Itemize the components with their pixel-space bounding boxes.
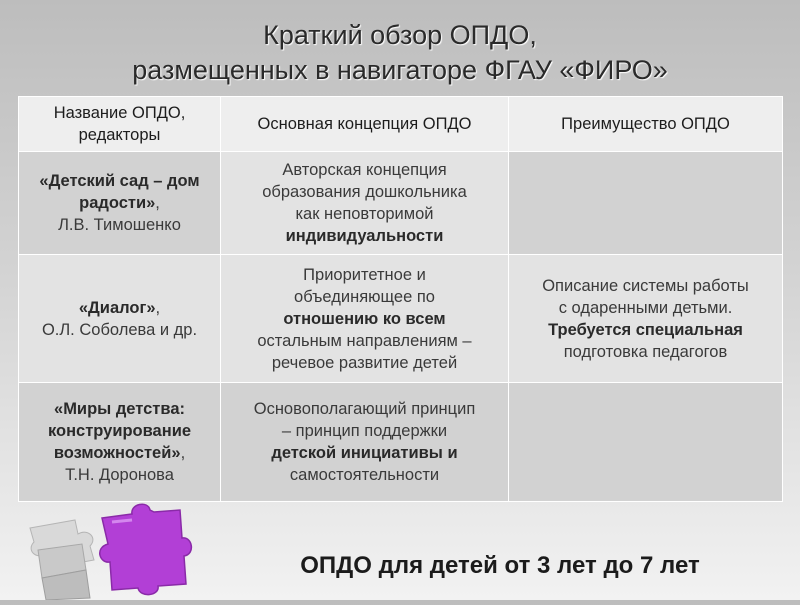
table-row: [19, 255, 783, 383]
program-title: «Миры детства: конструирование возможностей»,: [47, 400, 192, 462]
program-name-cell: [19, 255, 221, 383]
program-authors: Т.Н. Доронова: [65, 466, 174, 484]
concept-cell: Приоритетное и объединяющее по отношению ко всем остальным направлениям – речевое развитие детей: [221, 255, 509, 383]
puzzle-graphic: [20, 498, 200, 600]
table-header-row: [19, 97, 783, 152]
opdo-table: [18, 96, 783, 502]
table-row: [19, 152, 783, 255]
advantage-cell: Описание системы работы с одаренными детьми. Требуется специальная подготовка педагогов: [509, 255, 783, 383]
puzzle-pieces-icon: [20, 498, 200, 600]
header-name: Название ОПДО, редакторы: [19, 97, 221, 152]
header-advantage: Преимущество ОПДО: [509, 97, 783, 152]
title-line-1: Краткий обзор ОПДО,: [263, 20, 537, 50]
program-title: «Диалог»,: [78, 298, 161, 317]
program-authors: Л.В. Тимошенко: [58, 216, 181, 234]
title-line-2: размещенных в навигаторе ФГАУ «ФИРО»: [132, 55, 668, 85]
program-name-cell: [19, 383, 221, 502]
program-name-cell: [19, 152, 221, 255]
header-concept: Основная концепция ОПДО: [221, 97, 509, 152]
advantage-cell: [509, 152, 783, 255]
table-row: [19, 383, 783, 502]
concept-cell: Авторская концепция образования дошкольника как неповторимой индивидуальности: [221, 152, 509, 255]
footer-caption: ОПДО для детей от 3 лет до 7 лет: [300, 552, 700, 579]
advantage-cell: [509, 383, 783, 502]
concept-cell: Основополагающий принцип – принцип поддержки детской инициативы и самостоятельности: [221, 383, 509, 502]
slide-title: [0, 18, 800, 88]
program-authors: О.Л. Соболева и др.: [41, 320, 198, 339]
program-title: «Детский сад – дом радости»,: [39, 172, 200, 212]
